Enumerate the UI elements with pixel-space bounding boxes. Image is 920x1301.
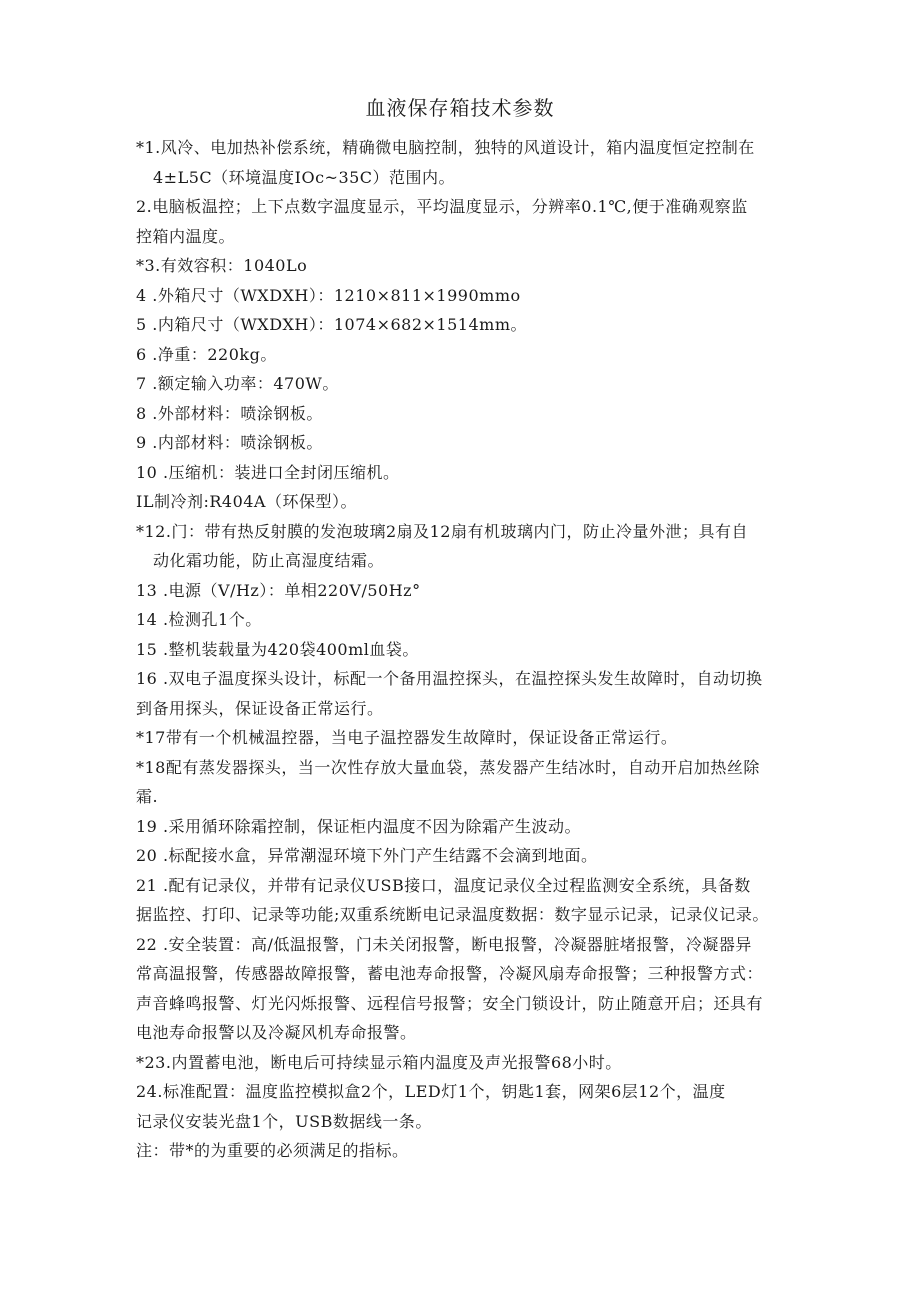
spec-line: 到备用探头，保证设备正常运行。 (136, 698, 384, 718)
spec-line: 16 .双电子温度探头设计，标配一个备用温控探头，在温控探头发生故障时，自动切换 (136, 669, 763, 688)
document-title: 血液保存箱技术参数 (365, 96, 555, 120)
spec-line: 24.标准配置：温度监控模拟盒2个，LED灯1个，钥匙1套，网架6层12个，温度 (136, 1082, 726, 1101)
document-note: 注：带*的为重要的必须满足的指标。 (136, 1141, 409, 1160)
spec-line: 电池寿命报警以及冷凝风机寿命报警。 (136, 1023, 417, 1042)
spec-line: 据监控、打印、记录等功能;双重系统断电记录温度数据：数字显示记录，记录仪记录。 (136, 905, 769, 924)
spec-line: 记录仪安装光盘1个，USB数据线一条。 (136, 1111, 432, 1131)
spec-line: 霜. (136, 787, 159, 806)
spec-line: *17带有一个机械温控器，当电子温控器发生故障时，保证设备正常运行。 (136, 728, 678, 747)
spec-line: 22 .安全装置：高/低温报警，门未关闭报警，断电报警，冷凝器脏堵报警，冷凝器异 (136, 934, 752, 954)
spec-line: 7 .额定输入功率：470W。 (136, 374, 339, 393)
spec-line: 5 .内箱尺寸（WXDXH）：1074×682×1514mm。 (136, 315, 527, 334)
spec-line: 19 .采用循环除霜控制，保证柜内温度不因为除霜产生波动。 (136, 816, 582, 836)
spec-line: 4 .外箱尺寸（WXDXH）：1210×811×1990mmo (136, 285, 521, 305)
spec-line: 10 .压缩机：装进口全封闭压缩机。 (136, 462, 400, 482)
spec-line: *23.内置蓄电池，断电后可持续显示箱内温度及声光报警68小时。 (136, 1052, 622, 1072)
spec-line: 常高温报警，传感器故障报警，蓄电池寿命报警，冷凝风扇寿命报警；三种报警方式： (136, 964, 764, 983)
spec-line: *3.有效容积：1040Lo (136, 256, 308, 275)
spec-line: *1.风冷、电加热补偿系统，精确微电脑控制，独特的风道设计，箱内温度恒定控制在 (136, 138, 755, 157)
spec-line: 动化霜功能，防止高湿度结霜。 (153, 551, 385, 570)
spec-line: 13 .电源（V/Hz）：单相220V/50Hz° (136, 580, 421, 600)
spec-line: *18配有蒸发器探头，当一次性存放大量血袋，蒸发器产生结冰时，自动开启加热丝除 (136, 757, 760, 777)
spec-line: 2.电脑板温控；上下点数字温度显示，平均温度显示，分辨率0.1℃,便于准确观察监 (136, 197, 748, 216)
spec-line: 15 .整机装载量为420袋400ml血袋。 (136, 639, 419, 659)
spec-line: 14 .检测孔1个。 (136, 610, 262, 629)
spec-line: 6 .净重：220kg。 (136, 344, 277, 364)
spec-line: 声音蜂鸣报警、灯光闪烁报警、远程信号报警；安全门锁设计，防止随意开启；还具有 (136, 993, 764, 1013)
spec-line: IL制冷剂:R404A（环保型）。 (136, 492, 357, 511)
spec-line: *12.门：带有热反射膜的发泡玻璃2扇及12扇有机玻璃内门，防止冷量外泄；具有自 (136, 521, 748, 541)
spec-line: 20 .标配接水盒，异常潮湿环境下外门产生结露不会滴到地面。 (136, 846, 598, 865)
spec-line: 控箱内温度。 (136, 226, 236, 246)
spec-line: 8 .外部材料：喷涂钢板。 (136, 403, 323, 423)
document-body (136, 133, 796, 1166)
spec-line: 9 .内部材料：喷涂钢板。 (136, 433, 323, 452)
spec-line: 21 .配有记录仪，并带有记录仪USB接口，温度记录仪全过程监测安全系统，具备数 (136, 875, 751, 895)
spec-line: 4±L5C（环境温度IOc~35C）范围内。 (153, 167, 456, 187)
